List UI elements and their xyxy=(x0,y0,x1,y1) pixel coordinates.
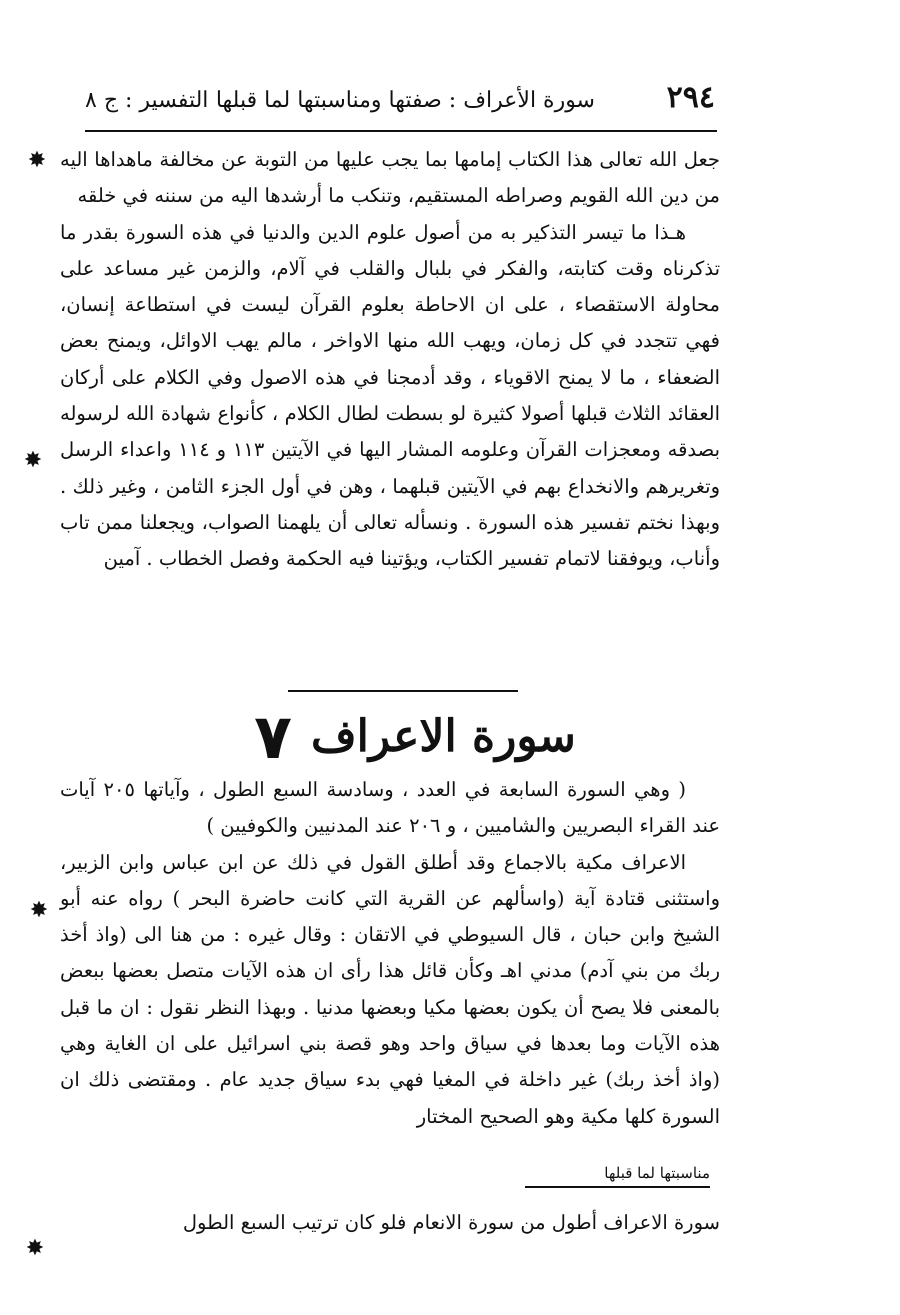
running-header xyxy=(85,80,715,126)
asterisk-icon: ✸ xyxy=(27,148,47,173)
paragraph: سورة الاعراف أطول من سورة الانعام فلو كان ترتيب السبع الطول xyxy=(182,1211,720,1234)
paragraph: هـذا ما تيسر التذكير به من أصول علوم الدين والدنيا في هذه السورة بقدر ما تذكرناه وقت كتابته، والفكر في بلبال والقلب في آلام، والزمن غير مساعد على محاولة الاستقصاء ، على ان الاحاطة بعلوم القرآن ليست في استطاعة إنسان، فهي تتجدد في كل زمان، ويهب الله منها الاواخر ، مالم يهب الاوائل، ويمنح بعض الضعفاء ، ما لا يمنح الاقوياء ، وقد أدمجنا في هذه الاصول وفي الكلام على أركان العقائد الثلاث قبلها أصولا كثيرة لو بسطت لطال الكلام ، كأنواع شهادة الله لرسوله بصدقه ومعجزات القرآن وعلومه المشار اليها في الآيتين ١١٣ و ١١٤ واعداء الرسل وتغريرهم والانخداع بهم في الآيتين قبلهما ، وهن في أول الجزء الثامن ، وغير ذلك . وبهذا نختم تفسير هذه السورة . ونسأله تعالى أن يلهمنا الصواب، ويجعلنا ممن تاب وأناب، ويوفقنا لاتمام تفسير الكتاب، ويؤتينا فيه الحكمة وفصل الخطاب . آمين xyxy=(60,220,720,571)
header-rule xyxy=(85,130,717,132)
section-heading: مناسبتها لما قبلها xyxy=(604,1164,710,1182)
text-block-closing xyxy=(60,142,720,578)
page-number: ٢٩٤ xyxy=(666,80,715,115)
text-block-intro xyxy=(60,772,720,1135)
header-book: التفسير : ج ٨ xyxy=(85,88,209,113)
section-rule xyxy=(525,1186,710,1188)
asterisk-icon: ✸ xyxy=(23,448,43,473)
asterisk-icon: ✸ xyxy=(29,898,49,923)
paragraph: الاعراف مكية بالاجماع وقد أطلق القول في ذلك عن ابن عباس وابن الزبير، واستثنى قتادة آية (واسألهم عن القرية التي كانت حاضرة البحر ) رواه عنه أبو الشيخ وابن حبان ، قال السيوطي في الاتقان : وقال غيره : من هنا الى (واذ أخذ ربك من بني آدم) مدني اهـ وكأن قائل هذا رأى ان هذه الآيات متصل بعضها ببعض بالمعنى فلا يصح أن يكون بعضها مكيا وبعضها مدنيا . وبهذا النظر نقول : ان ما قبل هذه الآيات وما بعدها في سياق واحد وهو قصة بني اسرائيل على ان الغاية وهي (واذ أخذ ربك) غير داخلة في المغيا فهي بدء سياق جديد عام . ومقتضى ذلك ان السورة كلها مكية وهو الصحيح المختار xyxy=(60,850,720,1128)
surah-name: سورة الاعراف xyxy=(311,711,576,762)
paragraph: ( وهي السورة السابعة في العدد ، وسادسة السبع الطول ، وآياتها ٢٠٥ آيات عند القراء البصريين والشاميين ، و ٢٠٦ عند المدنيين والكوفيين ) xyxy=(60,778,720,838)
header-title: سورة الأعراف : صفتها ومناسبتها لما قبلها xyxy=(215,88,595,113)
paragraph: جعل الله تعالى هذا الكتاب إمامها بما يجب عليها من التوبة عن مخالفة ماهداها اليه من دين الله القويم وصراطه المستقيم، وتنكب ما أرشدها اليه من سننه في خلقه xyxy=(60,148,720,208)
asterisk-icon: ✸ xyxy=(25,1236,45,1261)
text-block-relation xyxy=(60,1205,720,1241)
surah-title xyxy=(250,700,580,773)
surah-number: ٧ xyxy=(254,700,292,773)
divider-rule xyxy=(288,690,518,692)
